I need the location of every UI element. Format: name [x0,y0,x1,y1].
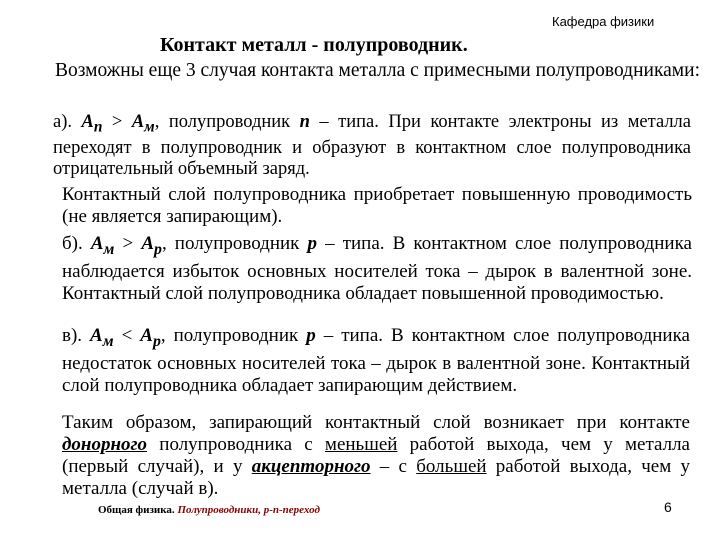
case-b-mid: , полупроводник [161,233,308,254]
footer-course: Общая физика. [98,504,178,516]
department-header: Кафедра физики [552,14,655,29]
case-c-op: < [113,325,141,346]
conclusion-paragraph [62,412,690,500]
conclusion-text-2: полупроводника с [147,434,325,455]
conclusion-text-3: работой выхода, чем у металла (первый случай), и у [62,434,690,477]
slide-title: Контакт металл - полупроводник. [160,34,468,56]
case-a-var1: A [81,112,94,132]
conclusion-text-1: Таким образом, запирающий контактный слой возникает при контакте [62,412,690,433]
conclusion-less: меньшей [324,434,398,455]
case-c-var1: A [90,325,103,346]
conclusion-donor: донорного [62,434,148,455]
footer-topic: Полупроводники, p-n-переход [177,504,320,516]
case-c-text: – типа. В контактном слое полупроводника недостаток основных носителей тока – дырок в валентной зоне. Контактный слой полупроводника обладает запирающим действием. [62,325,690,396]
case-a-paragraph [53,112,691,180]
case-b-text: – типа. В контактном слое полупроводника наблюдается избыток основных носителей тока – дырок в валентной зоне. Контактный слой полупроводника обладает повышенной проводимостью. [62,233,692,304]
case-b-var1: A [90,233,104,254]
case-c-mid: , полупроводник [160,325,307,346]
case-c-var2: A [140,325,153,346]
case-a-text: – типа. При контакте электроны из металла переходят в полупроводник и образуют в контактном слое полупроводника отрицательный объемный заряд. [53,112,691,179]
case-c-sub1: м [102,332,114,350]
case-a-var2: A [131,112,145,132]
case-a-type: n [299,112,310,132]
case-a-prefix: а). [53,112,82,132]
case-b-sub2: p [154,240,162,258]
case-c-type: p [306,325,316,346]
conclusion-acceptor: акцепторного [251,456,371,477]
case-a-mid: , полупроводник [154,112,300,132]
case-a-sub2: м [144,118,155,136]
case-b-paragraph [62,233,692,305]
case-c-sub2: p [152,332,161,350]
case-b-prefix: б). [62,233,91,254]
case-b-sub1: м [103,240,115,258]
intro-paragraph: Возможны еще 3 случая контакта металла с примесными полупроводниками: [55,60,701,81]
case-a-sub1: n [93,118,103,136]
case-b-type: p [307,233,317,254]
page-number: 6 [664,499,672,515]
case-b-var2: A [141,233,155,254]
case-a-op: > [102,112,132,132]
conclusion-text-5: работой выхода, чем у металла (случай в). [62,456,691,499]
case-c-prefix: в). [62,325,91,346]
conclusion-greater: большей [416,456,487,477]
case-c-paragraph [62,325,690,397]
case-b-op: > [114,233,142,254]
conclusion-text-4: – с [370,456,417,477]
note-paragraph: Контактный слой полупроводника приобретает повышенную проводимость (не является запирающим). [62,184,692,227]
footer [98,504,320,516]
